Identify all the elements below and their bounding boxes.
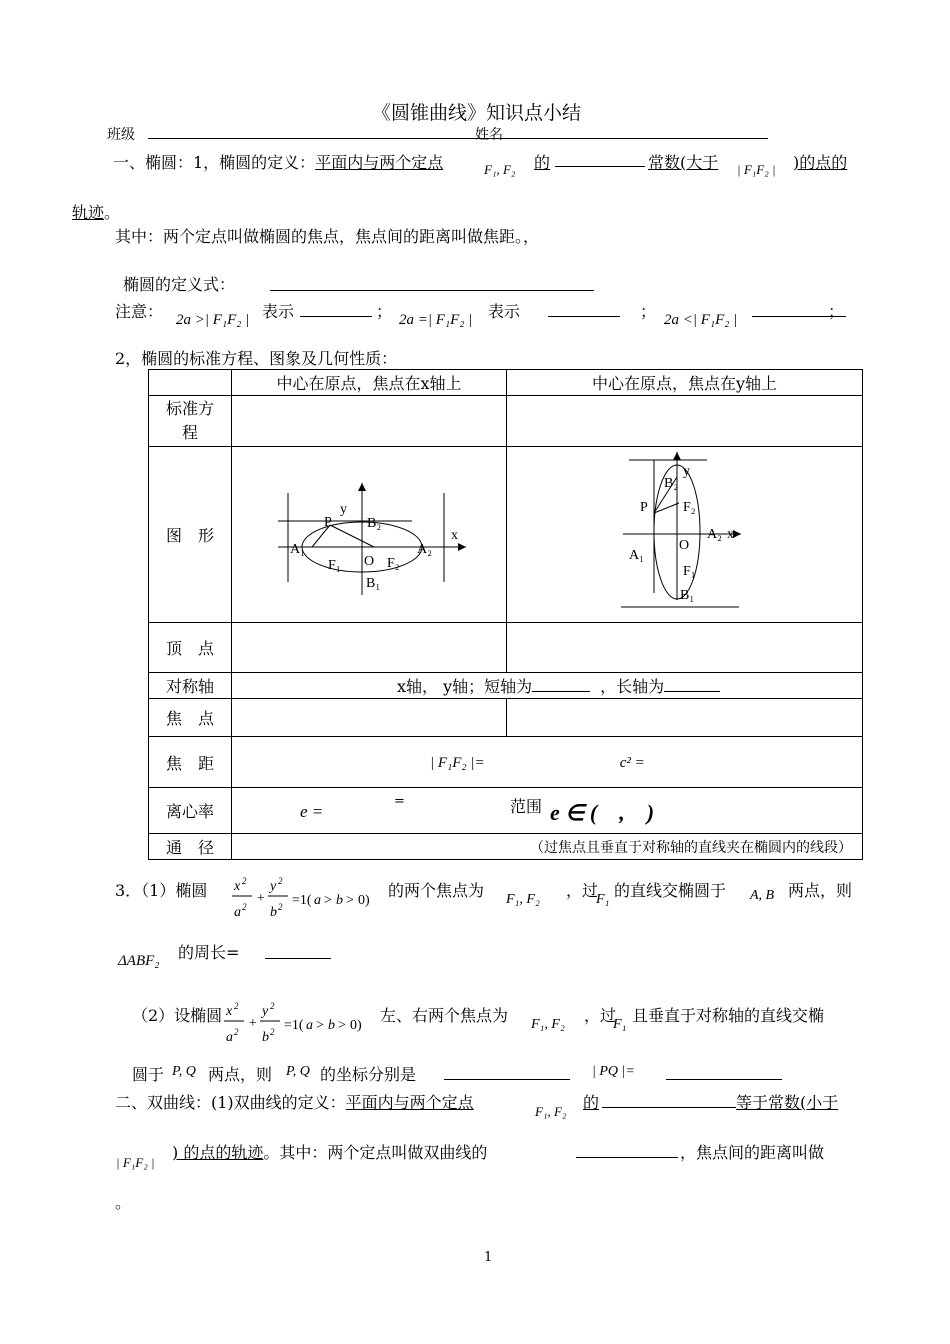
q4-through: ，过 [584,1006,617,1025]
q4-line2a: 圆于 [132,1065,165,1084]
name-label: 姓名 [475,127,503,143]
svg-text:0): 0) [350,1018,362,1033]
q4-line2b: 两点，则 [208,1065,273,1084]
cell-vertex-x [232,623,507,673]
note-label: 注意： [115,302,164,321]
ellipse-figure-x [232,447,505,622]
svg-text:0): 0) [358,893,370,908]
q3-mid: 的两个焦点为 [388,881,485,900]
hyperbola-def-const: 等于常数(小于 [736,1093,839,1112]
q3-prefix: 3．（1）椭圆 [115,881,208,900]
cond1-math: 2a >| F₁F₂ | [176,312,250,328]
fig1-b2-label: B₂ [367,516,382,531]
cond3-semicolon: ； [828,302,845,321]
hyperbola-abs-f1f2: | F₁F₂ | [116,1155,155,1170]
row-vertex: 顶 点 [149,623,232,673]
page-title: 《圆锥曲线》知识点小结 [372,102,582,124]
svg-text:b: b [270,905,277,920]
svg-text:2: 2 [278,876,283,886]
svg-text:2: 2 [242,902,247,912]
svg-text:>: > [338,1018,346,1033]
svg-text:y: y [262,1004,269,1019]
q4-abs: | PQ |= [592,1064,635,1079]
q4-equation [224,999,376,1053]
hyperbola-foci-blank [576,1157,678,1158]
q3-equation-svg [232,874,384,924]
row-focal-distance: 焦 距 [149,737,232,788]
q4-end: 且垂直于对称轴的直线交椭 [632,1006,825,1025]
svg-text:=1(: =1( [284,1018,304,1033]
q3-end: 两点，则 [788,881,853,900]
svg-text:2: 2 [270,1027,275,1037]
fig1-p-label: P [324,515,332,530]
fig1-f1-label: F₁ [328,558,341,573]
svg-text:x: x [226,1004,233,1019]
svg-text:>: > [324,893,332,908]
cell-ecc: e = = 范围 e ∈ ( , ) [232,788,863,834]
hyperbola-def-rest2: ，焦点间的距离叫做 [680,1143,825,1162]
cond2-math: 2a =| F₁F₂ | [399,312,473,328]
q3-foci: F₁, F₂ [506,892,540,907]
ellipse-def-formula-label: 椭圆的定义式： [123,275,236,294]
row-standard-equation: 标准方程 [149,396,232,447]
hyperbola-def-de: 的 [583,1093,600,1112]
svg-text:2: 2 [234,1001,239,1011]
svg-text:b: b [336,893,343,908]
cond2-blank [548,316,620,317]
ellipse-foci-math: F₁, F₂ [484,162,516,177]
q4-prefix: （2）设椭圆 [132,1006,223,1025]
cond1-blank [300,316,372,317]
cell-symmetry: x轴， y轴；短轴为 ，长轴为 [232,673,863,699]
cond1-semicolon: ； [376,302,393,321]
fig2-p-label: P [640,500,648,515]
cell-fig-x [232,447,507,623]
cell-focus-x [232,699,507,737]
q4-pq: P, Q [172,1064,196,1079]
fig2-y-label: y [683,464,690,479]
hyperbola-def-locus-line: ) 的点的轨迹。其中：两个定点叫做双曲线的 [172,1143,488,1162]
fig2-o-label: O [679,538,690,553]
table-corner [149,370,232,396]
row-figure: 图 形 [149,447,232,623]
fig2-b1-label: B₁ [680,588,695,603]
cell-focal: | F₁F₂ |= c² = [232,737,863,788]
q4-line2c: 的坐标分别是 [320,1065,417,1084]
q3-triangle: ΔABF₂ [118,953,160,969]
page-number: 1 [484,1250,493,1265]
q4-pq2: P, Q [286,1064,310,1079]
ellipse-def-const: 常数(大于 [648,153,719,172]
hyperbola-def-blank [602,1107,736,1108]
fig1-y-label: y [340,502,347,517]
ellipse-def-formula-blank [270,290,594,291]
q3-through: ，过 [566,881,599,900]
q3-perimeter: 的周长= [178,943,240,962]
svg-text:2: 2 [234,1027,239,1037]
q4-coords-blank [444,1079,570,1080]
fig1-b1-label: B₁ [366,576,381,591]
cell-latus: （过焦点且垂直于对称轴的直线夹在椭圆内的线段） [232,834,863,860]
svg-text:x: x [234,879,241,894]
col-x-header: 中心在原点，焦点在x轴上 [232,370,507,396]
row-eccentricity: 离心率 [149,788,232,834]
svg-text:2: 2 [278,902,283,912]
cond2-semicolon: ； [640,302,657,321]
fig1-o-label: O [364,554,375,569]
q4-mid: 左、右两个焦点为 [380,1006,509,1025]
cell-eq-x [232,396,507,447]
row-symmetry-axis: 对称轴 [149,673,232,699]
row-focus: 焦 点 [149,699,232,737]
class-name-fill-line [148,138,768,139]
cell-fig-y [507,447,863,623]
hyperbola-def-line: 二、双曲线：(1)双曲线的定义：平面内与两个定点 [115,1093,474,1112]
svg-text:+: + [256,891,266,906]
ellipse-abs-f1f2: | F₁F₂ | [737,162,776,177]
q3-perimeter-blank [265,958,331,959]
ellipse-def-locus: 轨迹。 [72,203,121,222]
q3-f1: F₁ [596,892,610,907]
class-label: 班级 [107,127,135,143]
svg-text:a: a [306,1018,313,1033]
hyperbola-period: 。 [115,1193,132,1212]
ellipse-def-blank [555,166,645,167]
fig2-a2-label: A₂ [707,527,722,542]
q3-equation [232,874,384,929]
ellipse-def-de: 的 [534,153,551,172]
ellipse-figure-y [507,447,861,622]
fig1-a2-label: A₂ [417,542,432,557]
svg-text:2: 2 [242,876,247,886]
svg-text:a: a [226,1030,233,1045]
ellipse-definition-line: 一、椭圆：1，椭圆的定义：平面内与两个定点 [113,153,444,172]
section2-title: 2，椭圆的标准方程、图象及几何性质： [115,349,398,368]
hyperbola-foci: F₁, F₂ [535,1104,567,1119]
q3-ab: A, B [750,888,775,903]
svg-text:a: a [314,893,321,908]
svg-text:2: 2 [270,1001,275,1011]
q4-equation-svg [224,999,376,1049]
svg-text:b: b [262,1030,269,1045]
svg-text:b: b [328,1018,335,1033]
fig2-f1-label: F₁ [683,564,696,579]
svg-text:>: > [346,893,354,908]
q4-foci: F₁, F₂ [531,1017,565,1032]
row-latus-rectum: 通 径 [149,834,232,860]
ellipse-def-suffix: )的点的 [793,153,848,172]
fig2-a1-label: A₁ [629,548,644,563]
fig2-b2-label: B₂ [664,476,679,491]
cond2-means: 表示 [488,302,521,321]
cell-focus-y [507,699,863,737]
svg-text:=1(: =1( [292,893,312,908]
fig1-f2-label: F₂ [387,556,400,571]
svg-text:a: a [234,905,241,920]
q3-line: 的直线交椭圆于 [614,881,727,900]
svg-text:y: y [270,879,277,894]
q4-abs-blank [666,1079,782,1080]
cell-eq-y [507,396,863,447]
col-y-header: 中心在原点，焦点在y轴上 [507,370,863,396]
fig2-x-label: x [727,527,734,542]
ellipse-focus-note: 其中：两个定点叫做椭圆的焦点，焦点间的距离叫做焦距。， [115,227,540,246]
cell-vertex-y [507,623,863,673]
cond1-means: 表示 [262,302,295,321]
svg-text:+: + [248,1016,258,1031]
fig2-f2-label: F₂ [683,500,696,515]
fig1-a1-label: A₁ [290,542,305,557]
fig1-x-label: x [451,528,458,543]
ellipse-properties-table [148,369,863,860]
svg-text:>: > [316,1018,324,1033]
q4-f1: F₁ [613,1017,627,1032]
cond3-math: 2a <| F₁F₂ | [664,312,738,328]
